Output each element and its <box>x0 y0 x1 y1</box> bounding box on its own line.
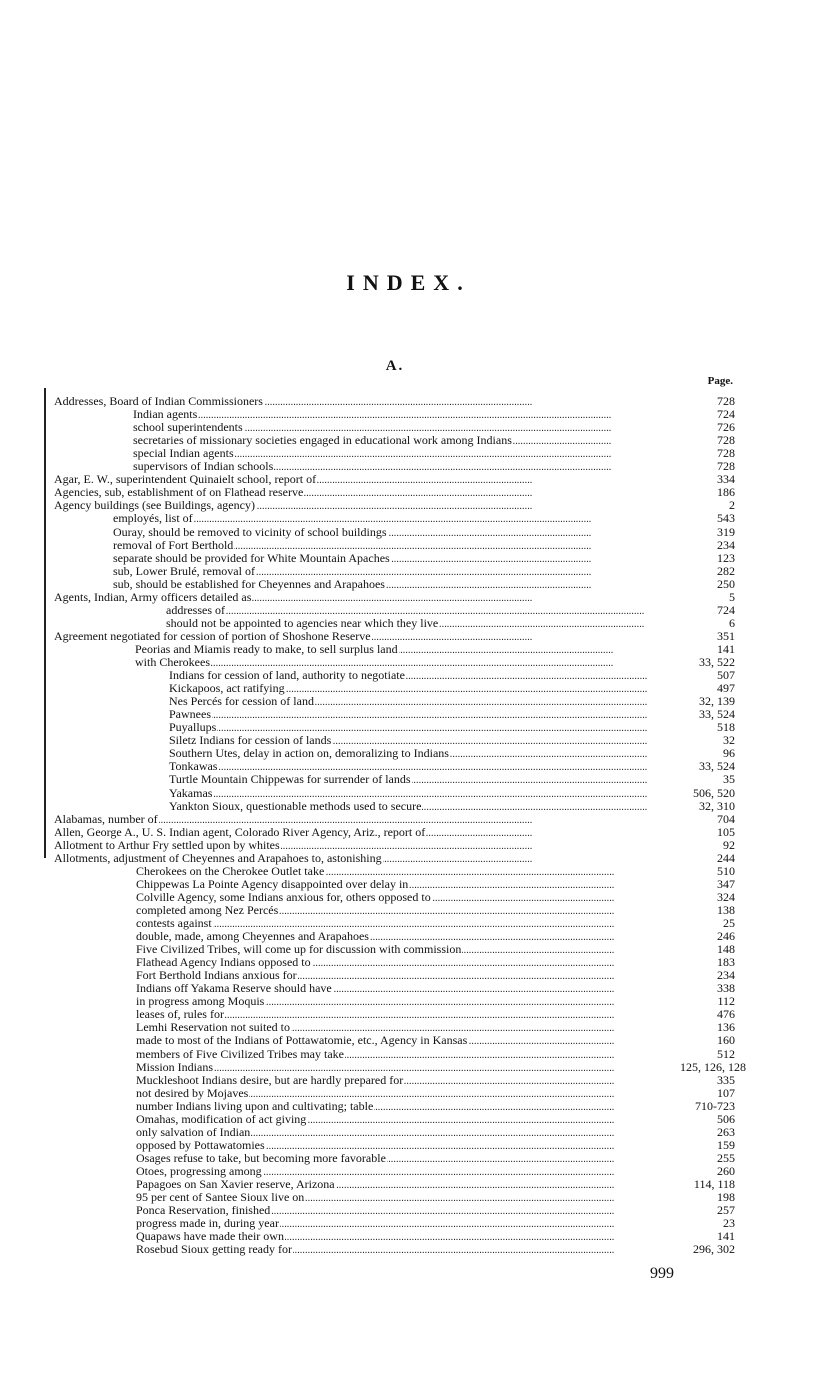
page-ref <box>0 1087 817 1100</box>
entry-page: 136 <box>680 1021 735 1034</box>
entry-page: 710-723 <box>680 1100 735 1113</box>
entry-text: 95 per cent of Santee Sioux live on <box>136 1190 305 1205</box>
page-ref <box>0 1152 817 1165</box>
entry-text: sub, should be established for Cheyennes and Arapahoes <box>113 576 385 591</box>
page-ref <box>0 630 817 643</box>
page-ref <box>0 460 817 473</box>
page-ref <box>0 747 817 760</box>
entry-page: 263 <box>680 1126 735 1139</box>
entry-page: 160 <box>680 1034 735 1047</box>
entry-page: 33, 524 <box>680 708 735 721</box>
entry-text: Agency buildings (see Buildings, agency) <box>54 498 255 513</box>
entry-text: special Indian agents <box>133 446 234 461</box>
page-ref <box>0 1126 817 1139</box>
entry-text: Siletz Indians for cession of lands <box>169 733 332 748</box>
entry-text: Indian agents <box>133 407 198 422</box>
page-ref <box>0 552 817 565</box>
entry-text: Papagoes on San Xavier reserve, Arizona <box>136 1177 335 1191</box>
page-ref <box>0 1008 817 1021</box>
entry-text: leases of, rules for <box>136 1007 224 1022</box>
page-ref <box>0 1191 817 1204</box>
page-ref <box>0 1034 817 1047</box>
entry-text: Indians off Yakama Reserve should have <box>136 981 332 996</box>
entry-text: Chippewas La Pointe Agency disappointed over delay in <box>136 876 409 891</box>
entry-page: 148 <box>680 943 735 956</box>
entry-page: 724 <box>680 604 735 617</box>
entry-page: 2 <box>680 499 735 512</box>
entry-text: completed among Nez Percés <box>136 902 279 917</box>
page-ref <box>0 1178 817 1191</box>
entry-text: double, made, among Cheyennes and Arapahoes <box>136 929 369 944</box>
page-ref <box>0 930 817 943</box>
entry-text: Otoes, progressing among <box>136 1163 262 1178</box>
entry-text: Osages refuse to take, but becoming more favorable <box>136 1150 386 1165</box>
entry-page: 107 <box>680 1087 735 1100</box>
entry-text: Agents, Indian, Army officers detailed as <box>54 589 252 604</box>
page-ref <box>0 800 817 813</box>
entry-text: Five Civilized Tribes, will come up for discussion with commission <box>136 942 462 957</box>
page-ref <box>0 904 817 917</box>
entry-text: only salvation of Indian <box>136 1124 251 1139</box>
entry-text: progress made in, during year <box>136 1216 279 1231</box>
entry-page: 255 <box>680 1152 735 1165</box>
entry-text: Agreement negotiated for cession of portion of Shoshone Reserve <box>54 628 371 643</box>
entry-page: 728 <box>680 447 735 460</box>
entry-page: 32, 310 <box>680 800 735 813</box>
entry-text: separate should be provided for White Mountain Apaches <box>113 550 390 565</box>
entry-page: 260 <box>680 1165 735 1178</box>
page-ref <box>0 995 817 1008</box>
entry-text: Indians for cession of land, authority to negotiate <box>169 668 405 683</box>
entry-page: 244 <box>680 852 735 865</box>
entry-page: 198 <box>680 1191 735 1204</box>
entry-text: in progress among Moquis <box>136 994 265 1009</box>
page-ref <box>0 499 817 512</box>
entry-page: 33, 522 <box>680 656 735 669</box>
entry-page: 6 <box>680 617 735 630</box>
entry-text: Rosebud Sioux getting ready for <box>136 1242 292 1257</box>
entry-page: 250 <box>680 578 735 591</box>
page-ref <box>0 917 817 930</box>
entry-text: sub, Lower Brulé, removal of <box>113 563 255 578</box>
entry-page: 141 <box>680 643 735 656</box>
page-ref <box>0 839 817 852</box>
entry-page: 159 <box>680 1139 735 1152</box>
page-ref <box>0 1204 817 1217</box>
page-ref <box>0 1243 817 1256</box>
page-ref <box>0 526 817 539</box>
entry-page: 246 <box>680 930 735 943</box>
entry-text: Alabamas, number of <box>54 811 158 826</box>
entry-text: Allotment to Arthur Fry settled upon by whites <box>54 837 280 852</box>
page-ref <box>0 1074 817 1087</box>
page-ref <box>0 826 817 839</box>
entry-page: 234 <box>680 539 735 552</box>
page-ref <box>0 1021 817 1034</box>
entry-page: 33, 524 <box>680 760 735 773</box>
entry-text: Pawnees <box>169 707 211 722</box>
entry-page: 92 <box>680 839 735 852</box>
entry-text: supervisors of Indian schools <box>133 459 274 474</box>
entry-page: 234 <box>680 969 735 982</box>
entry-page: 543 <box>680 512 735 525</box>
page-ref <box>0 604 817 617</box>
entry-page: 335 <box>680 1074 735 1087</box>
page-column-heading: Page. <box>707 375 733 387</box>
entry-text: Muckleshoot Indians desire, but are hardly prepared for <box>136 1072 404 1087</box>
entry-page: 724 <box>680 408 735 421</box>
entry-text: members of Five Civilized Tribes may take <box>136 1046 344 1061</box>
entry-page: 32 <box>680 734 735 747</box>
page-ref <box>0 408 817 421</box>
page-ref <box>0 1230 817 1243</box>
entry-text: made to most of the Indians of Pottawatomie, etc., Agency in Kansas <box>136 1033 468 1048</box>
entry-page: 726 <box>680 421 735 434</box>
entry-page: 35 <box>680 773 735 786</box>
page-ref <box>0 943 817 956</box>
entry-page: 347 <box>680 878 735 891</box>
page-ref <box>0 760 817 773</box>
entry-text: Puyallups <box>169 720 217 735</box>
page-ref <box>0 956 817 969</box>
entry-page: 114, 118 <box>680 1178 735 1191</box>
entry-page: 105 <box>680 826 735 839</box>
page-ref <box>0 421 817 434</box>
entry-page: 141 <box>680 1230 735 1243</box>
entry-text: Nes Percés for cession of land <box>169 694 314 709</box>
entry-page: 334 <box>680 473 735 486</box>
entry-page: 351 <box>680 630 735 643</box>
page-ref <box>0 473 817 486</box>
page-ref <box>0 969 817 982</box>
entry-text: Peorias and Miamis ready to make, to sell surplus land <box>135 641 398 656</box>
entry-text: opposed by Pottawatomies <box>136 1137 265 1152</box>
entry-page: 257 <box>680 1204 735 1217</box>
entry-text: Ponca Reservation, finished <box>136 1203 271 1218</box>
page-ref <box>0 982 817 995</box>
page-ref <box>0 395 817 408</box>
entry-page: 506 <box>680 1113 735 1126</box>
entry-page: 319 <box>680 526 735 539</box>
entry-text: Mission Indians <box>136 1059 214 1074</box>
entry-page: 183 <box>680 956 735 969</box>
entry-text: Yankton Sioux, questionable methods used to secure <box>169 798 422 813</box>
page-ref <box>0 512 817 525</box>
page-ref <box>0 734 817 747</box>
entry-text: Kickapoos, act ratifying <box>169 681 285 696</box>
entry-text: Allen, George A., U. S. Indian agent, Colorado River Agency, Ariz., report of <box>54 824 426 839</box>
page-ref <box>0 1113 817 1126</box>
page-ref <box>0 578 817 591</box>
entry-text: Cherokees on the Cherokee Outlet take <box>136 863 325 878</box>
page-ref <box>0 773 817 786</box>
entry-text: Agencies, sub, establishment of on Flathead reserve <box>54 485 304 500</box>
entry-text: school superintendents <box>133 420 243 435</box>
page-ref <box>0 813 817 826</box>
entry-text: Ouray, should be removed to vicinity of school buildings <box>113 524 387 539</box>
entry-page: 728 <box>680 395 735 408</box>
entry-text: removal of Fort Berthold <box>113 537 234 552</box>
page-ref <box>0 1048 817 1061</box>
entry-page: 112 <box>680 995 735 1008</box>
entry-page: 518 <box>680 721 735 734</box>
page-title: INDEX. <box>346 270 471 295</box>
page-ref <box>0 591 817 604</box>
entry-text: Turtle Mountain Chippewas for surrender of lands <box>169 772 411 787</box>
page-ref <box>0 787 817 800</box>
page-ref <box>0 1061 817 1074</box>
entry-text: Agar, E. W., superintendent Quinaielt school, report of <box>54 472 317 487</box>
entry-page: 512 <box>680 1048 735 1061</box>
page-ref <box>0 669 817 682</box>
entry-page: 25 <box>680 917 735 930</box>
entry-page: 728 <box>680 460 735 473</box>
entry-text: Addresses, Board of Indian Commissioners <box>54 394 263 408</box>
entry-page: 704 <box>680 813 735 826</box>
entry-text: addresses of <box>166 602 225 617</box>
page-ref <box>0 865 817 878</box>
page-ref <box>0 852 817 865</box>
section-letter: A. <box>385 358 405 374</box>
entry-page: 32, 139 <box>680 695 735 708</box>
entry-page: 125, 126, 128 <box>680 1059 746 1074</box>
entry-text: employés, list of <box>113 511 193 526</box>
entry-page: 282 <box>680 565 735 578</box>
entry-page: 138 <box>680 904 735 917</box>
entry-text: secretaries of missionary societies engaged in educational work among Indians <box>133 433 512 448</box>
page-ref <box>0 486 817 499</box>
entry-page: 23 <box>680 1217 735 1230</box>
entry-text: Quapaws have made their own <box>136 1229 284 1244</box>
entry-text: Omahas, modification of act giving <box>136 1111 307 1126</box>
page-ref <box>0 643 817 656</box>
page-ref <box>0 891 817 904</box>
page-ref <box>0 1139 817 1152</box>
entry-text: with Cherokees <box>135 655 210 669</box>
entry-text: Colville Agency, some Indians anxious for, others opposed to <box>136 889 431 904</box>
entry-page: 476 <box>680 1008 735 1021</box>
entry-page: 5 <box>680 591 735 604</box>
page-ref <box>0 617 817 630</box>
entry-page: 186 <box>680 486 735 499</box>
entry-page: 507 <box>680 669 735 682</box>
page-ref <box>0 695 817 708</box>
entry-page: 510 <box>680 865 735 878</box>
page-ref <box>0 1217 817 1230</box>
page-ref <box>0 539 817 552</box>
entry-text: Southern Utes, delay in action on, demoralizing to Indians <box>169 746 449 761</box>
entry-page: 728 <box>680 434 735 447</box>
entry-page: 324 <box>680 891 735 904</box>
entry-page: 123 <box>680 552 735 565</box>
entry-text: not desired by Mojaves <box>136 1085 249 1100</box>
entry-text: contests against <box>136 916 212 930</box>
entry-page: 96 <box>680 747 735 760</box>
entry-text: Yakamas <box>169 785 213 800</box>
page-ref <box>0 565 817 578</box>
entry-page: 506, 520 <box>680 787 735 800</box>
entry-text: Tonkawas <box>169 759 218 774</box>
entry-page: 497 <box>680 682 735 695</box>
page-ref <box>0 1100 817 1113</box>
page-ref <box>0 878 817 891</box>
entry-text: Allotments, adjustment of Cheyennes and Arapahoes to, astonishing <box>54 850 382 865</box>
page-ref <box>0 1165 817 1178</box>
entry-page: 338 <box>680 982 735 995</box>
page-number: 999 <box>650 1265 674 1282</box>
entry-text: number Indians living upon and cultivating; table <box>136 1098 374 1113</box>
page-ref <box>0 656 817 669</box>
page-ref <box>0 447 817 460</box>
page-ref <box>0 434 817 447</box>
page-ref <box>0 721 817 734</box>
page-ref <box>0 682 817 695</box>
entry-text: should not be appointed to agencies near which they live <box>166 615 439 630</box>
page-ref <box>0 708 817 721</box>
entry-text: Fort Berthold Indians anxious for <box>136 968 297 983</box>
entry-page: 296, 302 <box>680 1243 735 1256</box>
entry-text: Flathead Agency Indians opposed to <box>136 955 311 970</box>
entry-text: Lemhi Reservation not suited to <box>136 1020 290 1035</box>
